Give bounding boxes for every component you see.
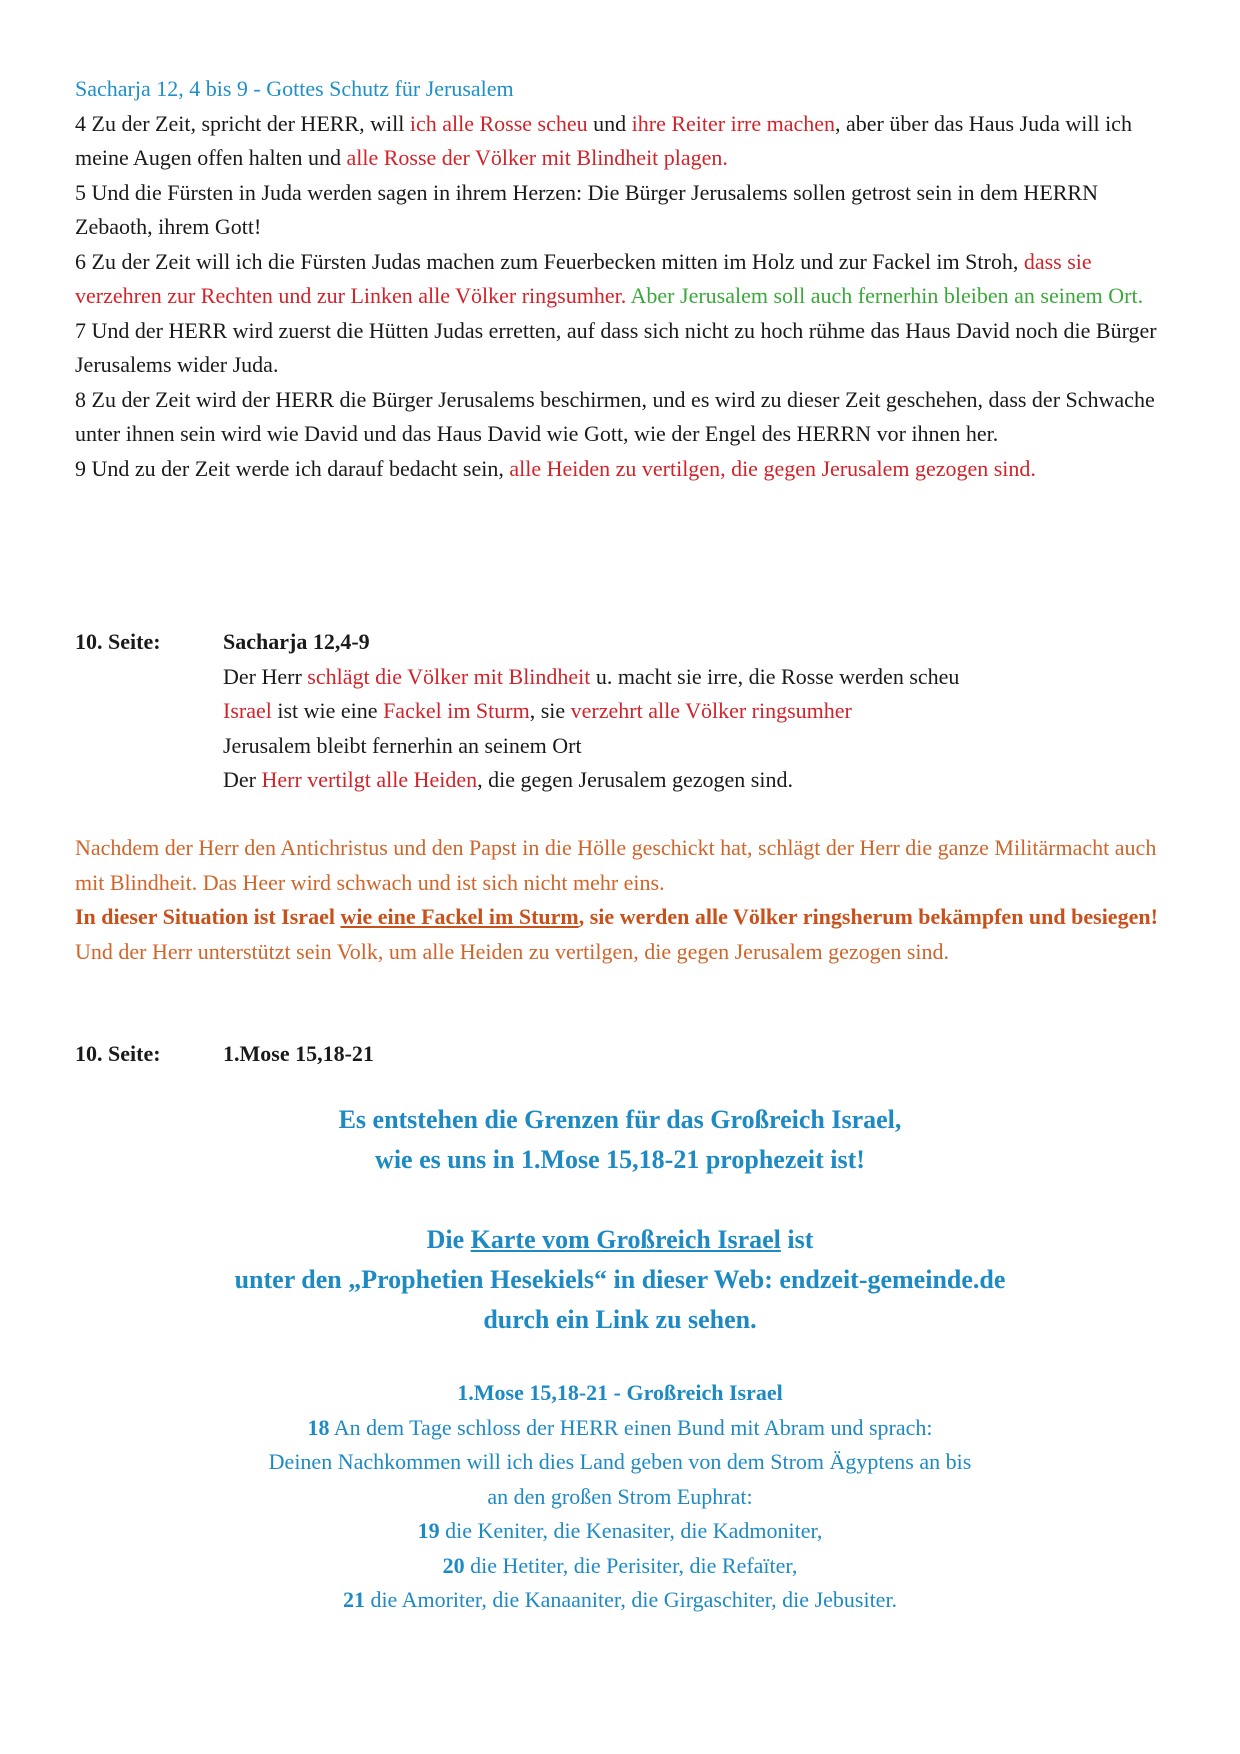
summary-row (75, 625, 1175, 798)
verse-text: die Amoriter, die Kanaaniter, die Girgaschiter, die Jebusiter. (364, 1587, 898, 1612)
verse-4 (75, 107, 1175, 176)
map-link-line-2: unter den „Prophetien Hesekiels“ in dieser Web: endzeit-gemeinde.de (234, 1265, 1006, 1294)
highlight-text: schlägt die Völker mit Blindheit (307, 663, 591, 689)
highlight-text: Herr vertilgt alle Heiden (261, 767, 478, 792)
summary-title: 1.Mose 15,18-21 (223, 1041, 374, 1066)
highlight-text: alle Heiden zu vertilgen, die gegen Jerusalem gezogen sind. (509, 455, 1036, 481)
verse-6 (75, 245, 1175, 314)
verse-number: 20 (442, 1552, 465, 1578)
map-link-line-1 (0, 1220, 1240, 1260)
summary-line-4 (223, 763, 1175, 798)
verse-18 (0, 1411, 1240, 1446)
highlight-text-green: Aber Jerusalem soll auch fernerhin bleiben an seinem Ort. (630, 283, 1144, 308)
verse-text: An dem Tage schloss der HERR einen Bund mit Abram und sprach: (329, 1414, 933, 1440)
verse-number: 21 (342, 1587, 365, 1612)
emphasis-text: In dieser Situation ist Israel (75, 904, 341, 929)
commentary-paragraph-2 (75, 900, 1175, 969)
map-link-info (0, 1220, 1240, 1340)
verse-18-cont: an den großen Strom Euphrat: (487, 1483, 753, 1509)
verse-number: 19 (417, 1518, 440, 1543)
verse-21 (0, 1583, 1240, 1618)
emphasis-text: , sie werden alle Völker ringsherum bekämpfen und besiegen! (578, 904, 1158, 929)
verse-text: 4 Zu der Zeit, spricht der HERR, will (75, 110, 410, 136)
map-link-line-3: durch ein Link zu sehen. (483, 1305, 757, 1334)
summary-line-3: Jerusalem bleibt fernerhin an seinem Ort (223, 732, 582, 758)
verse-text: die Hetiter, die Perisiter, die Refaïter, (464, 1552, 798, 1578)
summary-label: 10. Seite: (75, 629, 161, 654)
headline-line-1: Es entstehen die Grenzen für das Großreich Israel, (338, 1105, 902, 1134)
verse-text: 6 Zu der Zeit will ich die Fürsten Judas machen zum Feuerbecken mitten im Holz und zur Fackel im Stroh, (75, 248, 1024, 274)
summary-text: , die gegen Jerusalem gezogen sind. (477, 767, 793, 792)
verse-number: 18 (307, 1414, 330, 1440)
highlight-text: ihre Reiter irre machen (631, 110, 836, 136)
commentary-text: Und der Herr unterstützt sein Volk, um alle Heiden zu vertilgen, die gegen Jerusalem gezogen sind. (75, 938, 950, 964)
verse-8: 8 Zu der Zeit wird der HERR die Bürger Jerusalems beschirmen, und es wird zu dieser Zeit geschehen, dass der Schwache unter ihnen sein wird wie David und das Haus David wie Gott, wie der Engel des HERRN vor ihnen her. (75, 386, 1155, 446)
verse-text: , aber über das Haus Juda will ich meine Augen offen halten und (75, 110, 1132, 170)
summary-text: Der (223, 767, 262, 792)
highlight-text: dass sie verzehren zur Rechten und zur Linken alle Völker ringsumher (75, 248, 1092, 308)
commentary-paragraph-1: Nachdem der Herr den Antichristus und den Papst in die Hölle geschickt hat, schlägt der Herr die ganze Militärmacht auch mit Blindheit. Das Heer wird schwach und ist sich nicht mehr eins. (75, 835, 1157, 895)
verse-19 (0, 1514, 1240, 1549)
summary-label: 10. Seite: (75, 1041, 161, 1066)
verse-20 (0, 1549, 1240, 1584)
verses-title: 1.Mose 15,18-21 - Großreich Israel (457, 1380, 783, 1405)
highlight-text: Fackel im Sturm (383, 698, 530, 723)
summary-body (223, 625, 1175, 798)
summary-line-2 (223, 694, 1175, 729)
summary-sacharja (75, 625, 1175, 798)
link-info-text: ist (780, 1225, 814, 1254)
headline-line-2: wie es uns in 1.Mose 15,18-21 prophezeit ist! (375, 1145, 865, 1174)
summary-line-1 (223, 660, 1175, 695)
summary-text: ist wie eine (271, 698, 384, 723)
summary-row (75, 1037, 1175, 1072)
highlight-text: ich alle Rosse scheu (409, 110, 588, 136)
verse-9 (75, 452, 1175, 487)
headline-block (0, 1100, 1240, 1180)
verse-text: die Keniter, die Kenasiter, die Kadmoniter, (439, 1518, 823, 1543)
highlight-text: alle Rosse der Völker mit Blindheit plagen. (346, 145, 728, 170)
section-heading: Sacharja 12, 4 bis 9 - Gottes Schutz für Jerusalem (75, 76, 514, 101)
scripture-section-mose (0, 1376, 1240, 1618)
commentary-section (75, 831, 1175, 969)
verse-text: 9 Und zu der Zeit werde ich darauf bedacht sein, (75, 455, 510, 481)
scripture-section-sacharja (75, 72, 1175, 486)
verse-5: 5 Und die Fürsten in Juda werden sagen in ihrem Herzen: Die Bürger Jerusalems sollen getrost sein in dem HERRN Zebaoth, ihrem Gott! (75, 179, 1098, 239)
highlight-text: Israel (223, 698, 272, 723)
verse-text: und (587, 110, 632, 136)
highlight-text: verzehrt alle Völker ringsumher (570, 698, 852, 723)
summary-mose (75, 1037, 1175, 1072)
emphasis-underlined-text: wie eine Fackel im Sturm (340, 904, 579, 929)
verse-18-cont: Deinen Nachkommen will ich dies Land geben von dem Strom Ägyptens an bis (268, 1449, 972, 1474)
verse-7: 7 Und der HERR wird zuerst die Hütten Judas erretten, auf dass sich nicht zu hoch rühme das Haus David noch die Bürger Jerusalems wider Juda. (75, 317, 1157, 377)
map-link[interactable]: Karte vom Großreich Israel (470, 1225, 781, 1254)
link-info-text: Die (426, 1225, 471, 1254)
summary-text: , sie (529, 698, 571, 723)
summary-title: Sacharja 12,4-9 (223, 629, 370, 654)
summary-text: u. macht sie irre, die Rosse werden scheu (590, 663, 960, 689)
verse-text: . (620, 283, 631, 308)
summary-text: Der Herr (223, 663, 308, 689)
